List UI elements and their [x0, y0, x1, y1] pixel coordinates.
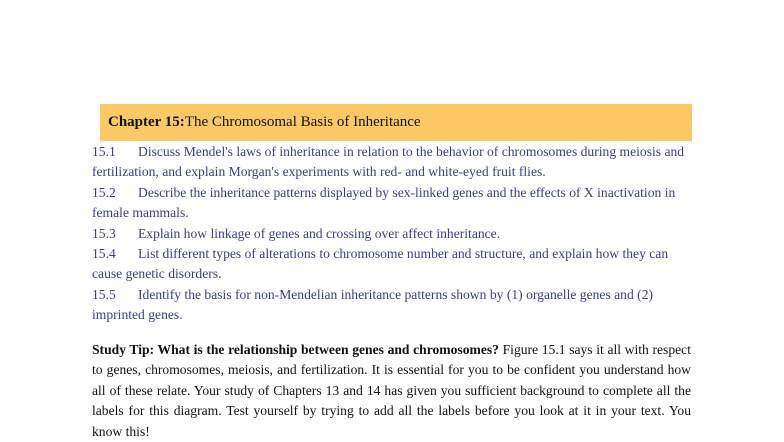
chapter-title: The Chromosomal Basis of Inheritance	[184, 114, 421, 130]
objective-text: Discuss Mendel's laws of inheritance in relation to the behavior of chromosomes during meiosis and fertilization, and explain Morgan's experiments with red- and white-eyed fruit flies.	[92, 144, 685, 180]
objective-number: 15.3	[92, 225, 116, 241]
study-tip	[92, 340, 691, 442]
objective-number: 15.1	[92, 144, 116, 159]
study-tip-lead: Study Tip: What is the relationship between genes and chromosomes?	[92, 342, 499, 357]
objective-item	[92, 285, 697, 326]
objective-number: 15.5	[92, 286, 116, 302]
objective-text: Identify the basis for non-Mendelian inheritance patterns shown by (1) organelle genes and (2) imprinted genes.	[92, 286, 654, 323]
objective-text: Describe the inheritance patterns displayed by sex-linked genes and the effects of X inactivation in female mammals.	[92, 184, 676, 221]
chapter-prefix: Chapter 15:	[108, 114, 185, 130]
objective-item	[92, 244, 697, 285]
learning-objectives	[92, 142, 697, 326]
objective-number: 15.4	[92, 246, 116, 262]
objective-number: 15.2	[92, 184, 116, 200]
objective-item	[92, 224, 697, 244]
objective-text: List different types of alterations to chromosome number and structure, and explain how they can cause genetic disorders.	[92, 246, 669, 282]
chapter-banner	[100, 104, 692, 141]
objective-text: Explain how linkage of genes and crossing over affect inheritance.	[138, 225, 501, 241]
objective-item	[92, 183, 697, 224]
study-tip-body: Figure 15.1 says it all with respect to genes, chromosomes, meiosis, and fertilization. It is essential for you to be confident you understand how all of these relate. Your study of Chapters 13 and 14 has given you sufficient background to complete all the labels for this diagram. Test yourself by trying to add all the labels before you look at it in your text. You know this!	[92, 342, 691, 439]
objective-item	[92, 142, 697, 183]
